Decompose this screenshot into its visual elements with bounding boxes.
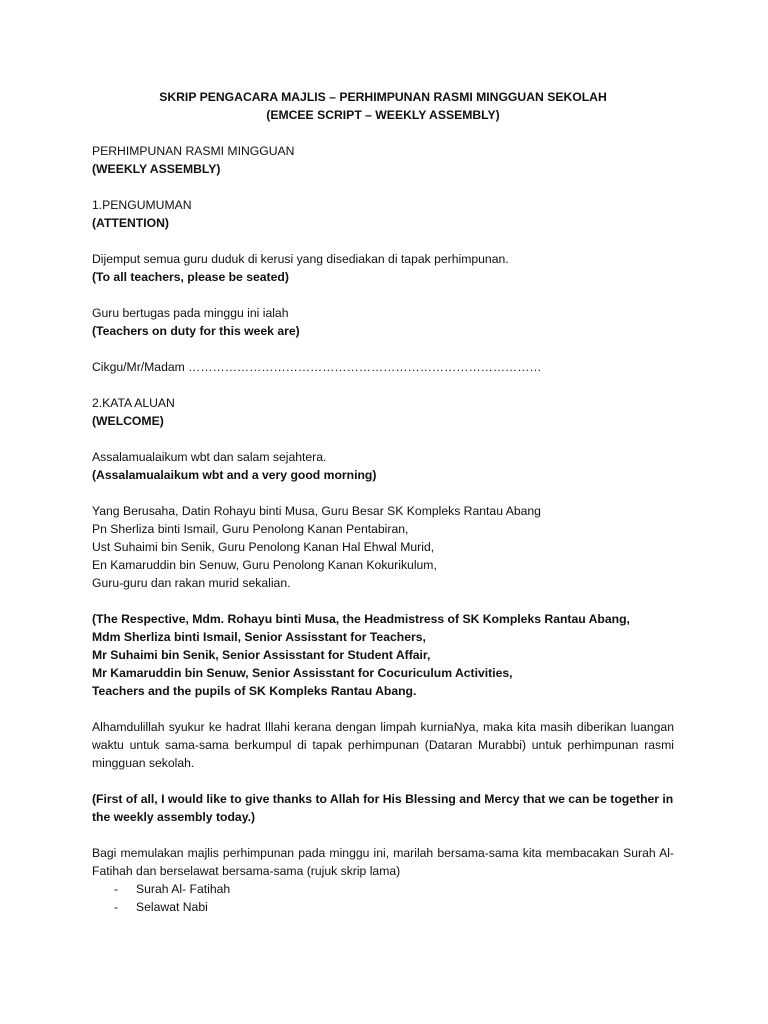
- seating-malay: Dijemput semua guru duduk di kerusi yang disediakan di tapak perhimpunan.: [92, 252, 509, 266]
- section-2-heading: [92, 394, 674, 430]
- section-2-heading-malay: 2.KATA ALUAN: [92, 396, 175, 410]
- section-1-heading: [92, 196, 674, 232]
- duty-teachers: [92, 304, 674, 340]
- address-english-line: Mdm Sherliza binti Ismail, Senior Assisstant for Teachers,: [92, 630, 426, 644]
- address-malay-line: Pn Sherliza binti Ismail, Guru Penolong Kanan Pentabiran,: [92, 522, 409, 536]
- document-title: [92, 88, 674, 124]
- list-item: [92, 898, 674, 916]
- greeting: [92, 448, 674, 484]
- list-item-text: Surah Al- Fatihah: [136, 882, 231, 896]
- document-page: [92, 88, 674, 916]
- address-english: [92, 610, 674, 700]
- greeting-english: (Assalamualaikum wbt and a very good morning): [92, 468, 377, 482]
- duty-english: (Teachers on duty for this week are): [92, 324, 300, 338]
- section-2-heading-english: (WELCOME): [92, 414, 164, 428]
- greeting-malay: Assalamualaikum wbt dan salam sejahtera.: [92, 450, 327, 464]
- opening-prayer-list: [92, 880, 674, 916]
- duty-line: [92, 358, 674, 376]
- intro-malay: PERHIMPUNAN RASMI MINGGUAN: [92, 144, 295, 158]
- list-item: [92, 880, 674, 898]
- section-1-heading-english: (ATTENTION): [92, 216, 169, 230]
- title-line-1: SKRIP PENGACARA MAJLIS – PERHIMPUNAN RASMI MINGGUAN SEKOLAH: [159, 90, 607, 104]
- opening-malay: Bagi memulakan majlis perhimpunan pada minggu ini, marilah bersama-sama kita membacakan Surah Al- Fatihah dan berselawat bersama-sama (rujuk skrip lama): [92, 846, 674, 878]
- bullet-dash: -: [114, 900, 119, 914]
- section-1-heading-malay: 1.PENGUMUMAN: [92, 198, 192, 212]
- intro-english: (WEEKLY ASSEMBLY): [92, 162, 221, 176]
- thanks-english: (First of all, I would like to give thanks to Allah for His Blessing and Mercy that we can be together in the weekly assembly today.): [92, 792, 674, 824]
- address-malay-line: Guru-guru dan rakan murid sekalian.: [92, 576, 291, 590]
- address-english-line: Teachers and the pupils of SK Kompleks Rantau Abang.: [92, 684, 417, 698]
- seating-english: (To all teachers, please be seated): [92, 270, 289, 284]
- address-malay: [92, 502, 674, 592]
- address-english-line: Mr Suhaimi bin Senik, Senior Assisstant for Student Affair,: [92, 648, 431, 662]
- address-malay-line: En Kamaruddin bin Senuw, Guru Penolong Kanan Kokurikulum,: [92, 558, 437, 572]
- duty-name-line: Cikgu/Mr/Madam ……………………………………………………………………………: [92, 360, 542, 374]
- address-english-line: (The Respective, Mdm. Rohayu binti Musa, the Headmistress of SK Kompleks Rantau Abang,: [92, 612, 630, 626]
- address-malay-line: Yang Berusaha, Datin Rohayu binti Musa, Guru Besar SK Kompleks Rantau Abang: [92, 504, 541, 518]
- address-english-line: Mr Kamaruddin bin Senuw, Senior Assisstant for Cocuriculum Activities,: [92, 666, 513, 680]
- bullet-dash: -: [114, 882, 119, 896]
- intro-heading: [92, 142, 674, 178]
- title-line-2: (EMCEE SCRIPT – WEEKLY ASSEMBLY): [266, 108, 500, 122]
- address-malay-line: Ust Suhaimi bin Senik, Guru Penolong Kanan Hal Ehwal Murid,: [92, 540, 435, 554]
- thanks-malay: Alhamdulillah syukur ke hadrat Illahi kerana dengan limpah kurniaNya, maka kita masih diberikan luangan waktu untuk sama-sama berkumpul di tapak perhimpunan (Dataran Murabbi) untuk perhimpunan rasmi mingguan sekolah.: [92, 720, 674, 770]
- duty-malay: Guru bertugas pada minggu ini ialah: [92, 306, 289, 320]
- list-item-text: Selawat Nabi: [136, 900, 208, 914]
- seating-instruction: [92, 250, 674, 286]
